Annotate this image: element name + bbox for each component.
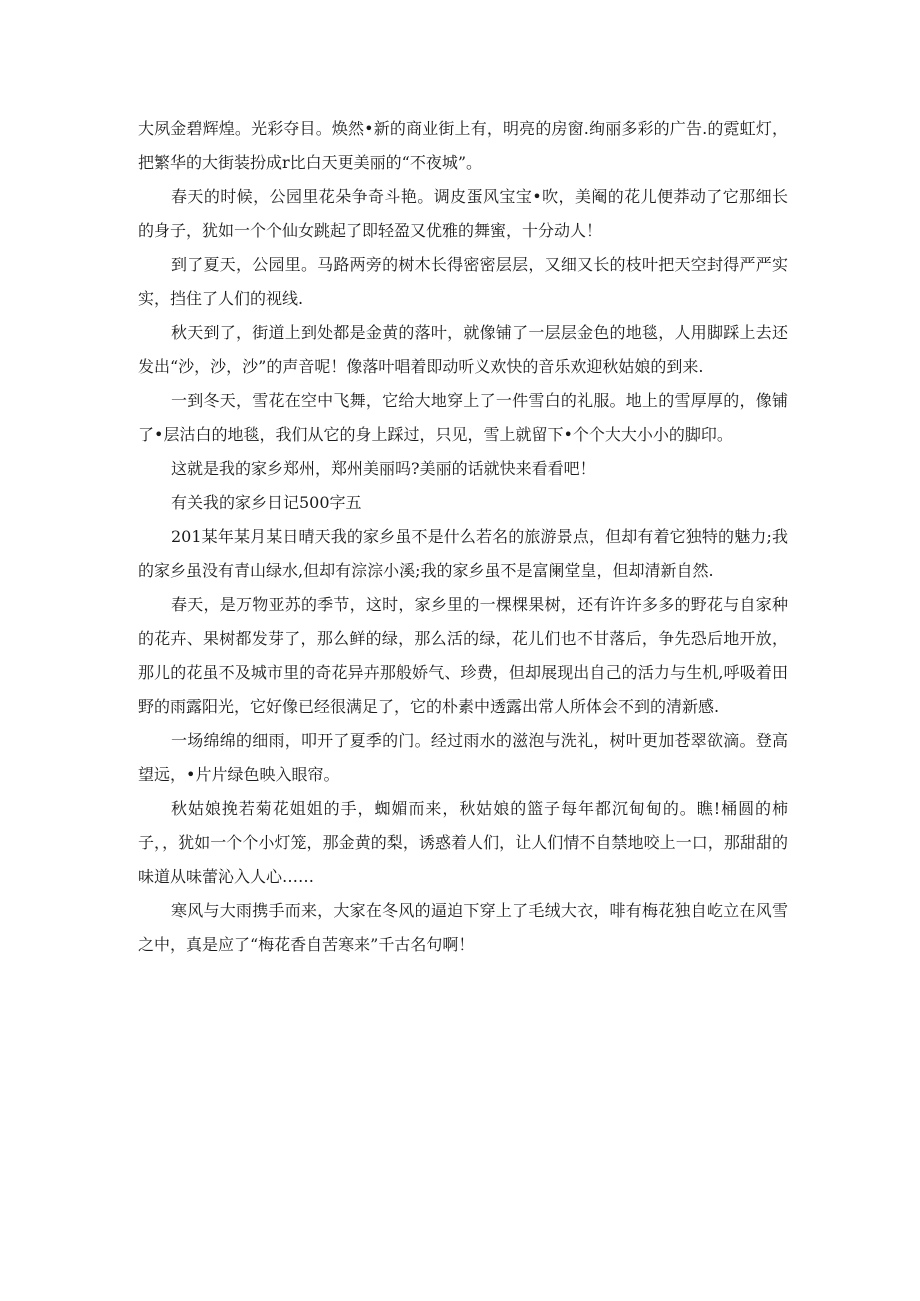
paragraph-spring-fruit-trees: 春天，是万物亚苏的季节，这时，家乡里的一棵棵果树，还有许许多多的野花与自家种的花卉、果树都发芽了，那么鲜的绿，那么活的绿，花儿们也不甘落后，争先恐后地开放，那儿的花虽不及城市里的奇花异卉那般娇气、珍费，但却展现出自己的活力与生机,呼吸着田野的雨露阳光，它好像已经很满足了，它的朴素中透露出常人所体会不到的清新感. xyxy=(138,595,788,716)
paragraph-winter-plum: 寒风与大雨携手而来，大家在冬风的逼迫下穿上了毛绒大衣，啡有梅花独自屹立在风雪之中，真是应了“梅花香自苦寒来”千古名句啊！ xyxy=(138,901,788,954)
paragraph-winter-snow: 一到冬天，雪花在空中飞舞，它给大地穿上了一件雪白的礼服。地上的雪厚厚的，像铺了•层沽白的地毯，我们从它的身上踩过，只见，雪上就留下•个个大大小小的脚印。 xyxy=(138,391,788,444)
paragraph-summer-park: 到了夏天，公园里。马路两旁的树木长得密密层层，又细又长的枝叶把天空封得严严实实，挡住了人们的视线. xyxy=(138,255,788,308)
paragraph-summer-rain: 一场绵绵的细雨，叩开了夏季的门。经过雨水的滋泡与洗礼，树叶更加苍翠欲滴。登高望远，•片片绿色映入眼帘。 xyxy=(138,731,788,784)
paragraph-spring-park: 春天的时候，公园里花朵争奇斗艳。调皮蛋风宝宝•吹，美阉的花儿便莽动了它那细长的身子，犹如一个个仙女跳起了即轻盈又优雅的舞蜜，十分动人！ xyxy=(138,187,788,240)
paragraph-hometown-intro: 201某年某月某日晴天我的家乡虽不是什么若名的旅游景点，但却有着它独特的魅力;我的家乡虽没有青山绿水,但却有淙淙小溪;我的家乡虽不是富阑堂皇，但却清新自然. xyxy=(138,527,788,580)
section-heading: 有关我的家乡日记500字五 xyxy=(171,493,362,512)
paragraph-autumn-street: 秋天到了，街道上到处都是金黄的落叶，就像铺了一层层金色的地毯，人用脚踩上去还发出“沙，沙，沙”的声音呢！像落叶唱着即动听义欢快的音乐欢迎秋姑娘的到来. xyxy=(138,323,788,376)
document-body xyxy=(138,112,788,962)
paragraph-conclusion: 这就是我的家乡郑州，郑州美丽吗?美丽的话就快来看看吧！ xyxy=(171,459,596,478)
paragraph-city-night: 大夙金碧辉煌。光彩夺目。焕然•新的商业街上有，明亮的房窗.绚丽多彩的广告.的霓虹灯，把繁华的大街装扮成r比白天更美丽的“不夜城”。 xyxy=(138,119,788,172)
paragraph-autumn-harvest: 秋姑娘挽若菊花姐姐的手，蜘媚而来，秋姑娘的篮子每年都沉甸甸的。瞧!桶圆的柿子，，犹如一个个小灯笼，那金黄的梨，诱惑着人们，让人们情不自禁地咬上一口，那甜甜的味道从味蕾沁入人心…… xyxy=(138,799,788,886)
